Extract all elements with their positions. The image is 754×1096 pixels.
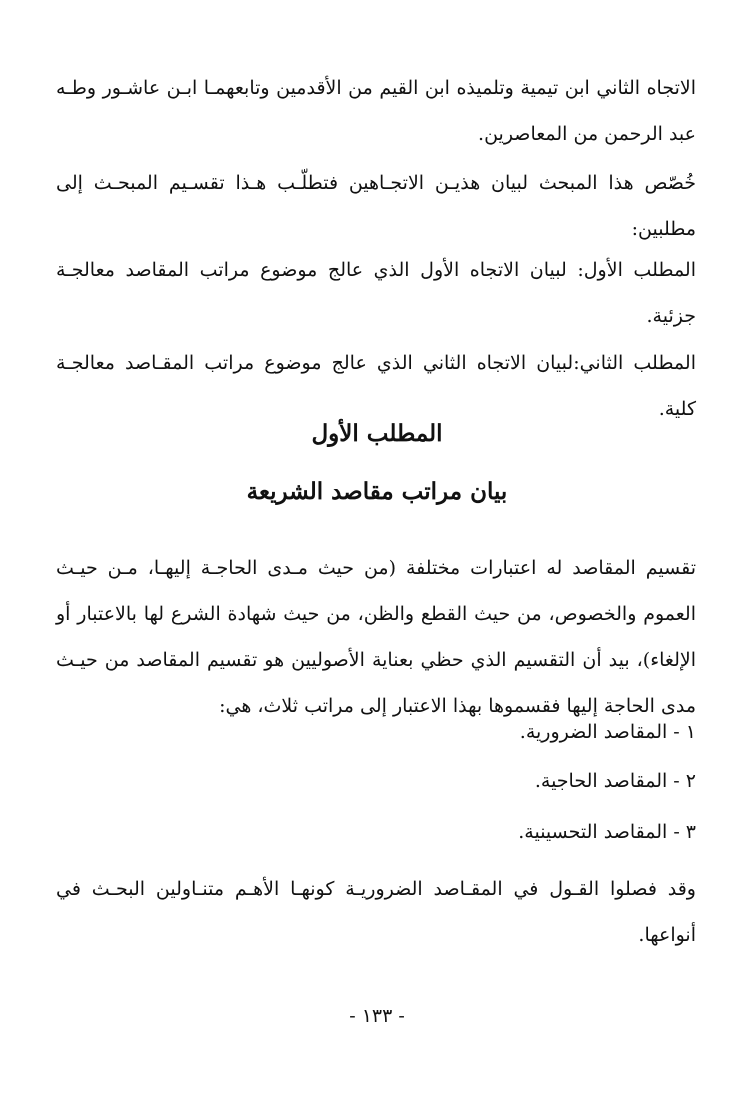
- paragraph-section-purpose: خُصّص هذا المبحث لبيان هذيـن الاتجـاهين فتطلّـب هـذا تقسـيم المبحـث إلى مطلبين:: [56, 172, 696, 240]
- section-title: بيان مراتب مقاصد الشريعة: [246, 478, 508, 505]
- paragraph-intro: تقسيم المقاصد له اعتبارات مختلفة (من حيث مـدى الحاجـة إليهـا، مـن حيـث العموم والخصوص، من حيث القطع والظن، من حيث شهادة الشرع لها بالاعتبار أو الإلغاء)، بيد أن التقسيم الذي حظي بعناية الأصوليين هو تقسيم المقاصد من حيـث مدى الحاجة إليها فقسموها بهذا الاعتبار إلى مراتب ثلاث، هي:: [56, 557, 696, 717]
- page-number: - ١٣٣ -: [349, 1005, 405, 1027]
- paragraph-second-matlab: المطلب الثاني:لبيان الاتجاه الثاني الذي عالج موضوع مراتب المقـاصد معالجـة كلية.: [56, 352, 696, 420]
- section-heading: المطلب الأول: [311, 420, 443, 447]
- list-item-needs: ٢ - المقاصد الحاجية.: [534, 770, 696, 792]
- paragraph-second-direction: الاتجاه الثاني ابن تيمية وتلميذه ابن القيم من الأقدمين وتابعهمـا ابـن عاشـور وطـه عبد الرحمن من المعاصرين.: [56, 77, 696, 145]
- paragraph-closing: وقد فصلوا القـول في المقـاصد الضروريـة كونهـا الأهـم متنـاولين البحـث في أنواعها.: [56, 878, 696, 946]
- list-item-enhancements: ٣ - المقاصد التحسينية.: [518, 821, 696, 843]
- list-item-necessities: ١ - المقاصد الضرورية.: [519, 721, 696, 743]
- paragraph-first-matlab: المطلب الأول: لبيان الاتجاه الأول الذي عالج موضوع مراتب المقاصد معالجـة جزئية.: [56, 259, 696, 327]
